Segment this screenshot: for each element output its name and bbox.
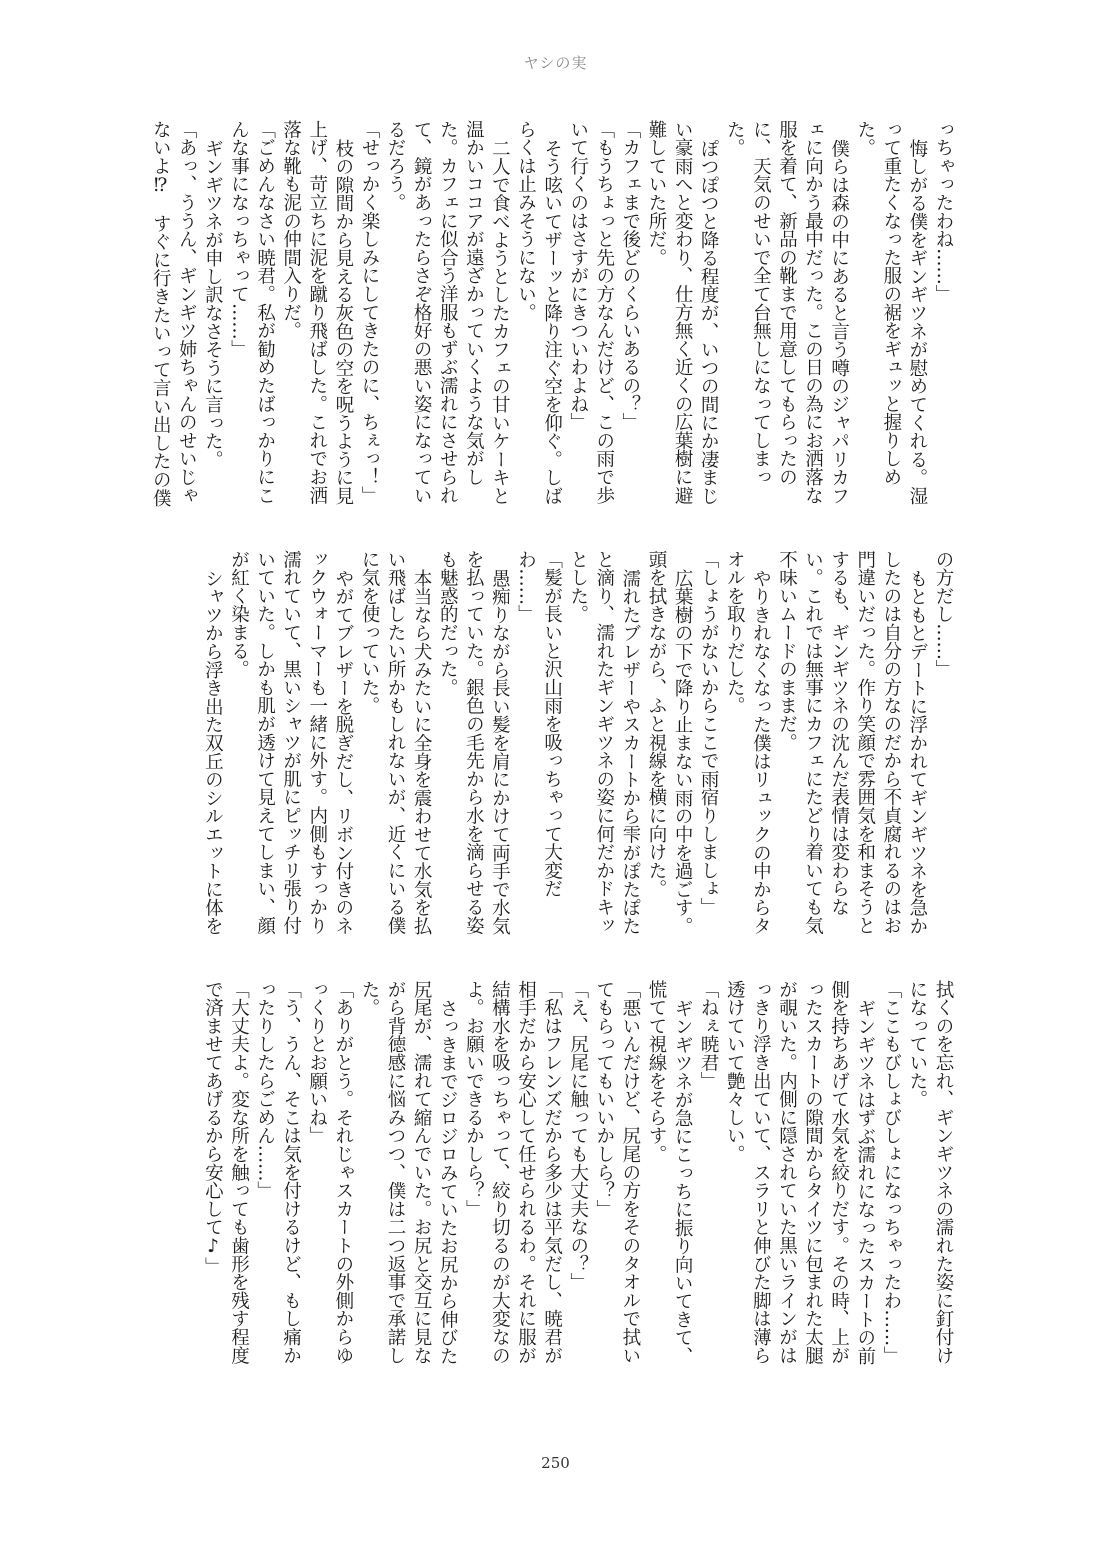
dialogue-line: 「ごめんなさい暁君。私が勧めたばっかりにこんな事になっちゃって……」 — [228, 120, 276, 505]
paragraph: っちゃったわね……」 — [933, 120, 954, 304]
paragraph: シャツから浮き出た双丘のシルエットに体を — [202, 568, 224, 935]
paragraph: ギンギツネが急にこっちに振り向いてきて、慌てて視線をそらす。 — [645, 980, 694, 1365]
paragraph: ぽつぽつと降る程度が、いつの間にか凄まじい豪雨へと変わり、仕方無く近くの広葉樹に避難していた所だ。 — [645, 120, 720, 505]
paragraph: 僕らは森の中にあると言う噂のジャパリカフェに向かう最中だった。この日の為にお洒落な服を着て、新品の靴まで用意してもらったのに、天気のせいで全て台無しになってしまった。 — [724, 120, 850, 505]
paragraph: 二人で食べようとしたカフェの甘いケーキと温かいココアが遠ざかっていくような気がした。カフェに似合う洋服もずぶ濡れにさせられて、鏡があったらさぞ格好の悪い姿になっているだろう。 — [385, 120, 511, 505]
paragraph: ギンギツネが申し訳なさそうに言った。 — [202, 138, 224, 468]
running-title: ヤシの実 — [523, 54, 588, 72]
text-block-middle — [156, 550, 956, 950]
dialogue-line: 「もうちょっと先の方なんだけど、この雨で歩いて行くのはさすがにきついわよね」 — [567, 120, 615, 505]
dialogue-line: 「え、尻尾に触っても大丈夫なの？」 — [567, 980, 589, 1292]
dialogue-line: 「私はフレンズだから多少は平気だし、暁君が相手だから安心して任せられるわ。それに服が結構水を吸っちゃって、絞り切るのが大変なのよ。お願いできるかしら？」 — [463, 980, 563, 1365]
dialogue-line: 「せっかく楽しみにしてきたのに、ちぇっ！」 — [358, 120, 380, 505]
paragraph: 広葉樹の下で降り止まない雨の中を過ごす。頭を拭きながら、ふと視線を横に向けた。 — [645, 550, 694, 935]
page-number: 250 — [541, 1454, 570, 1472]
text-block-top — [150, 120, 956, 520]
dialogue-line: 「カフェまで後どのくらいあるの？」 — [619, 120, 641, 432]
dialogue-line: 「大丈夫よ。変な所を触っても歯形を残す程度で済ませてあげるから安心して♪」 — [202, 980, 250, 1365]
text-block-bottom — [156, 980, 956, 1380]
dialogue-line: 「ありがとう。それじゃスカートの外側からゆっくりとお願いね」 — [306, 980, 354, 1365]
paragraph: 本当なら犬みたいに全身を震わせて水気を払い飛ばしたい所かもしれないが、近くにいる僕に気を使っていた。 — [358, 550, 433, 935]
paragraph: 濡れたブレザーやスカートから雫がぽたぽたと滴り、濡れたギンギツネの姿に何だかドキッとした。 — [567, 550, 641, 935]
paragraph: やりきれなくなった僕はリュックの中からタオルを取りだした。 — [724, 550, 772, 935]
dialogue-line: 「髪が長いと沢山雨を吸っちゃって大変だわ……」 — [515, 550, 563, 898]
dialogue-line: 「悪いんだけど、尻尾の方をそのタオルで拭いてもらってもいいかしら？」 — [593, 980, 641, 1365]
paragraph: 拭くのを忘れ、ギンギツネの濡れた姿に釘付けになっていた。 — [906, 980, 954, 1365]
paragraph: やがてブレザーを脱ぎだし、リボン付きのネックウォーマーも一緒に外す。内側もすっかり濡れていて、黒いシャツが肌にピッチリ張り付いていた。しかも肌が透けて見えてしまい、顔が紅く染まる。 — [228, 550, 354, 935]
dialogue-line: 「ここもびしょびしょになっちゃったわ……」 — [880, 980, 902, 1365]
dialogue-line: 「しょうがないからここで雨宿りしましょ」 — [698, 550, 720, 917]
paragraph: ギンギツネはずぶ濡れになったスカートの前側を持ちあげて水気を絞りだす。その時、上がったスカートの隙間からタイツに包まれた太腿が覗いた。内側に隠されていた黒いラインがはっきり浮き出ていて、スラリと伸びた脚は薄ら透けていて艶々しい。 — [724, 980, 876, 1365]
paragraph: 愚痴りながら長い髪を肩にかけて両手で水気を払っていた。銀色の毛先から水を滴らせる姿も魅惑的だった。 — [437, 550, 511, 935]
paragraph: そう呟いてザーッと降り注ぐ空を仰ぐ。しばらくは止みそうにない。 — [515, 120, 563, 505]
dialogue-line: 「ねぇ暁君」 — [698, 980, 720, 1090]
dialogue-line: 「う、うん、そこは気を付けるけど、もし痛かったりしたらごめん……」 — [254, 980, 302, 1365]
dialogue-line: 「あっ、ううん、ギンギツ姉ちゃんのせいじゃないよ⁉ すぐに行きたいって言い出したの僕 — [150, 120, 198, 507]
paragraph: さっきまでジロジロみていたお尻から伸びた尻尾が、濡れて縮んでいた。お尻と交互に見ながら背徳感に悩みつつ、僕は二つ返事で承諾した。 — [358, 980, 459, 1365]
paragraph: もともとデートに浮かれてギンギツネを急かしたのは自分の方なのだから不貞腐れるのはお門違いだった。作り笑顔で雰囲気を和まそうとするも、ギンギツネの沈んだ表情は変わらない。これでは無事にカフェにたどり着いても気不味いムードのままだ。 — [776, 550, 928, 935]
paragraph: の方だし……」 — [933, 550, 954, 679]
paragraph: 悔しがる僕をギンギツネが慰めてくれる。湿って重たくなった服の裾をギュッと握りしめた。 — [854, 120, 928, 505]
paragraph: 枝の隙間から見える灰色の空を呪うように見上げ、苛立ちに泥を蹴り飛ばした。これでお洒落な靴も泥の仲間入りだ。 — [280, 120, 354, 505]
